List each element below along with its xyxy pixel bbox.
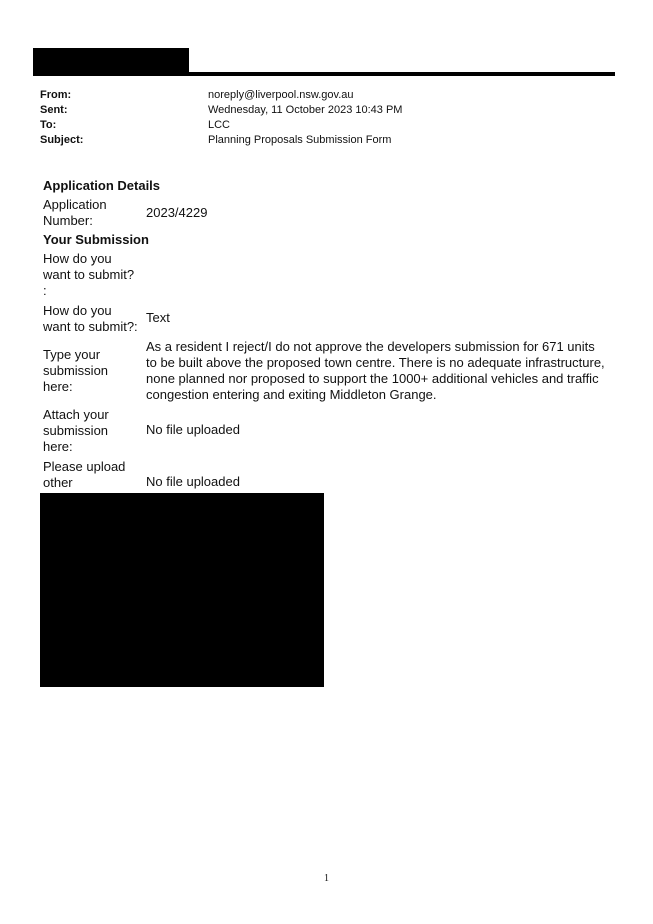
from-label: From: (40, 89, 72, 101)
other-attach-value: No file uploaded (146, 474, 240, 489)
how-submit-value-1 (143, 250, 610, 300)
section-your-submission: Your Submission (43, 232, 149, 247)
attach-value: No file uploaded (146, 422, 240, 437)
attach-label: Attach your submission here: (43, 407, 109, 454)
how-submit-row-1 (40, 250, 610, 300)
attach-row (40, 404, 610, 456)
submission-form (40, 176, 610, 528)
redacted-details-block (40, 493, 324, 687)
to-value: LCC (208, 119, 231, 131)
application-number-label: Application Number: (43, 197, 107, 228)
sent-value: Wednesday, 11 October 2023 10:43 PM (208, 104, 403, 116)
other-attach-label: Please upload other (43, 459, 126, 490)
type-submission-row (40, 336, 610, 404)
sent-label: Sent: (40, 104, 68, 116)
type-submission-value: As a resident I reject/I do not approve the developers submission for 671 units to be built above the proposed town centre. There is no adequate infrastructure, none planned nor proposed to support the 1000+ additional vehicles and traffic congestion entering and exiting Middleton Grange. (146, 339, 605, 402)
application-number-row (40, 196, 610, 230)
to-row (40, 118, 600, 133)
from-row (40, 88, 600, 103)
from-value: noreply@liverpool.nsw.gov.au (208, 89, 354, 101)
subject-label: Subject: (40, 134, 84, 146)
page-number: 1 (324, 873, 329, 884)
email-header (40, 88, 600, 148)
sent-row (40, 103, 600, 118)
how-submit-row-2 (40, 300, 610, 336)
application-number-value: 2023/4229 (146, 205, 208, 220)
application-details-table (40, 196, 610, 230)
section-application-details: Application Details (43, 178, 161, 193)
how-submit-label-1: How do you want to submit? : (43, 251, 135, 298)
subject-row (40, 133, 600, 148)
how-submit-value-2: Text (146, 310, 170, 325)
header-rule (33, 72, 615, 76)
redacted-header-block (33, 48, 189, 73)
to-label: To: (40, 119, 57, 131)
how-submit-label-2: How do you want to submit?: (43, 303, 138, 334)
subject-value: Planning Proposals Submission Form (208, 134, 392, 146)
type-submission-label: Type your submission here: (43, 347, 109, 394)
submission-table (40, 250, 610, 508)
